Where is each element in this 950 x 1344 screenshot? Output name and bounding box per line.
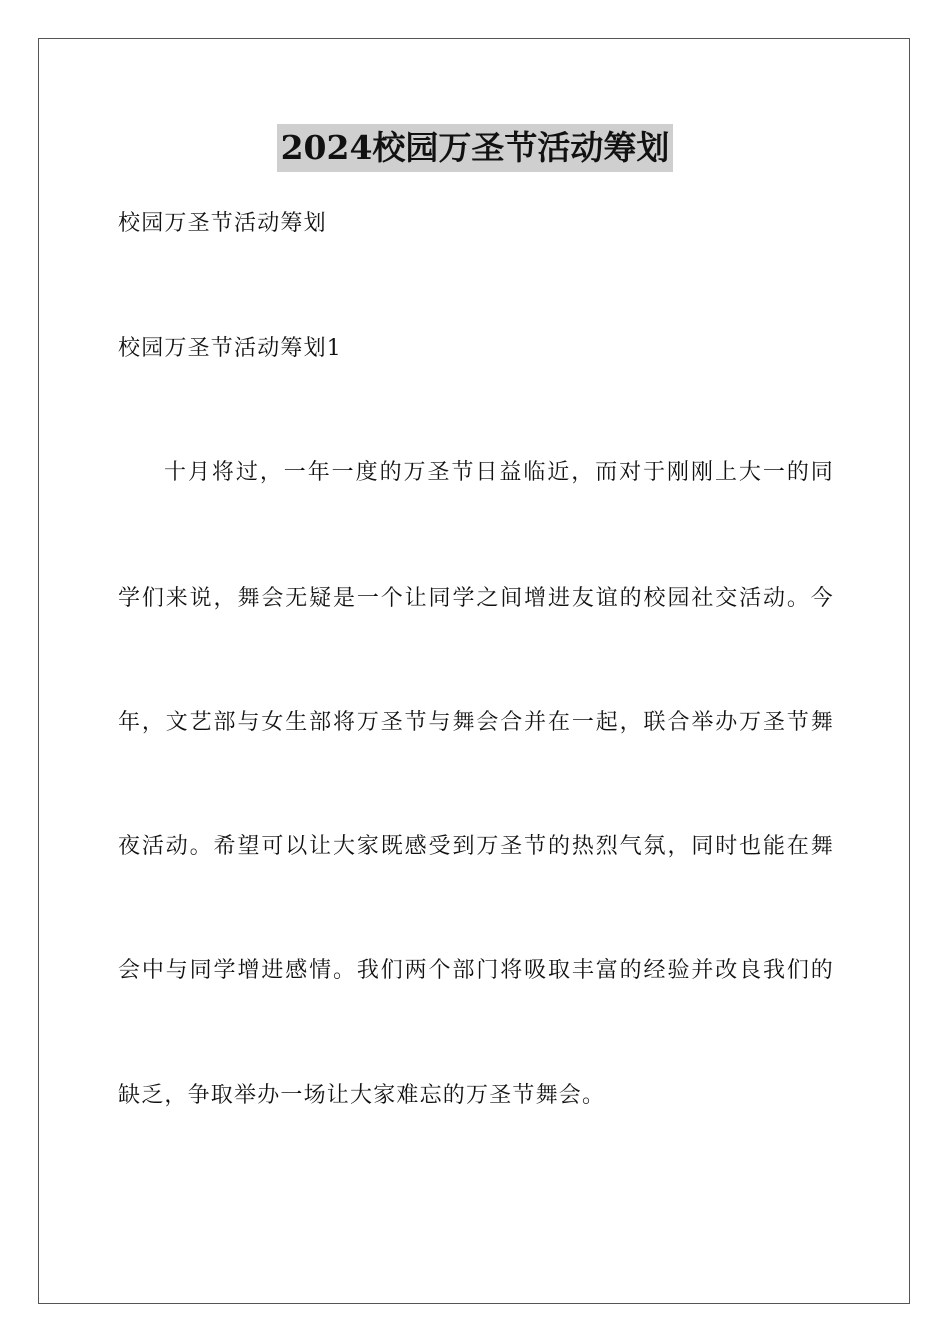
title-container (0, 124, 950, 172)
paragraph-line-3: 年，文艺部与女生部将万圣节与舞会合并在一起，联合举办万圣节舞 (118, 710, 834, 735)
section-heading: 校园万圣节活动筹划1 (118, 336, 342, 361)
paragraph-line-5: 会中与同学增进感情。我们两个部门将吸取丰富的经验并改良我们的 (118, 958, 834, 983)
paragraph-line-6: 缺乏，争取举办一场让大家难忘的万圣节舞会。 (118, 1083, 606, 1108)
document-title: 2024校园万圣节活动筹划 (277, 124, 674, 172)
paragraph-line-4: 夜活动。希望可以让大家既感受到万圣节的热烈气氛，同时也能在舞 (118, 834, 834, 859)
paragraph-line-2: 学们来说，舞会无疑是一个让同学之间增进友谊的校园社交活动。今 (118, 586, 834, 611)
paragraph-line-1: 十月将过，一年一度的万圣节日益临近，而对于刚刚上大一的同 (164, 460, 834, 485)
document-subtitle: 校园万圣节活动筹划 (118, 211, 327, 236)
